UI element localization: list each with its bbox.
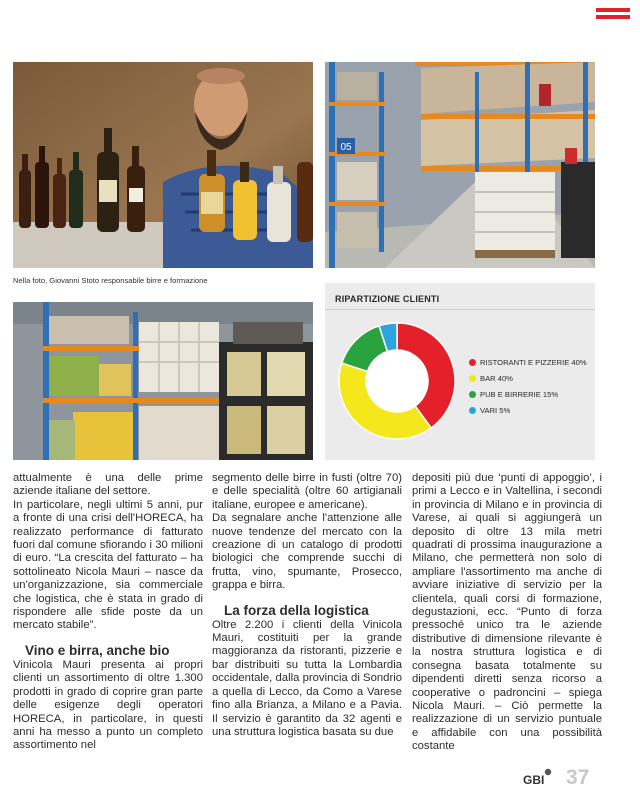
header-stripes xyxy=(596,8,630,22)
paragraph: Da segnalare anche l'attenzione alle nuove tendenze del mercato con la creazione di un catalogo di prodotti biologici che comprende succhi di frutta, vino, spumante, Prosecco, grappa e birra. xyxy=(212,512,402,592)
legend-entry xyxy=(469,402,587,418)
legend-label: PUB E BIRRERIE 15% xyxy=(480,389,559,399)
article-column-1 xyxy=(13,472,203,753)
page-number: 37 xyxy=(566,766,590,789)
legend-entry xyxy=(469,370,587,386)
legend-entry xyxy=(469,354,587,370)
article-column-2 xyxy=(212,472,402,739)
paragraph: Oltre 2.200 i clienti della Vinicola Mauri, costituiti per la grande maggioranza da ristoranti, pizzerie e bar distribuiti su tutta la Lombardia occidentale, dalla provincia di Sondrio a quella di Lecco, da Como a Varese fino alla Brianza, a Milano e a Pavia. Il servizio è garantito da 32 agenti e una struttura logistica basata su due xyxy=(212,618,402,738)
photo-beer-manager xyxy=(13,62,313,268)
gbi-logo xyxy=(523,768,553,788)
legend-swatch xyxy=(469,391,476,398)
legend-swatch xyxy=(469,375,476,382)
legend-entry xyxy=(469,386,587,402)
photo-warehouse-aisle xyxy=(325,62,595,268)
photo-wine-shelves xyxy=(13,302,313,460)
gbi-logo-text: GBI xyxy=(523,773,545,787)
legend-swatch xyxy=(469,407,476,414)
article-column-3 xyxy=(412,472,602,754)
donut-hole xyxy=(366,350,428,412)
paragraph: In particolare, negli ultimi 5 anni, pur a fronte di una crisi dell'HORECA, ha realizzato performance di fatturato fuori dal comune sfiorando i 30 milioni di euro. “La crescita del fatturato – ha sottolineato Nicola Mauri – nasce da un'organizzazione, sia commerciale che logistica, che è stata in grado di rispondere alle sfide poste da un mercato stabile”. xyxy=(13,498,203,632)
legend-label: VARI 5% xyxy=(480,405,511,415)
chart-title-divider xyxy=(325,309,595,310)
client-distribution-chart xyxy=(325,283,595,460)
chart-title: RIPARTIZIONE CLIENTI xyxy=(335,294,440,304)
photo-caption: Nella foto, Giovanni Stoto responsabile birre e formazione xyxy=(13,276,208,285)
chart-legend xyxy=(469,354,587,418)
paragraph: segmento delle birre in fusti (oltre 70) e delle specialità (oltre 60 artigianali italiane, europee e americane). xyxy=(212,472,402,511)
legend-label: BAR 40% xyxy=(480,373,513,383)
warehouse-aisle-sign: 05 xyxy=(340,142,352,153)
paragraph: attualmente è una delle prime aziende italiane del settore. xyxy=(13,472,203,498)
section-heading: La forza della logistica xyxy=(224,602,369,618)
paragraph: Vinicola Mauri presenta ai propri clienti un assortimento di oltre 1.300 prodotti in grado di coprire gran parte delle esigenze degli operatori HORECA, in particolare, in questi anni ha messo a punto un completo assortimento nel xyxy=(13,658,203,752)
legend-swatch xyxy=(469,359,476,366)
paragraph: depositi più due ‘punti di appoggio’, i primi a Lecco e in Valtellina, i secondi in provincia di Milano e in provincia di Varese, ai quali si aggiungerà un deposito di oltre 13 mila metri quadrati di prossima inaugurazione a Milano, che permetterà non solo di ampliare l'assortimento ma anche di avviare iniziative di servizio per la clientela, quali corsi di formazione, degustazioni, ecc. “Punto di forza pressoché unico tra le aziende distributive di dimensione rilevante è la nostra struttura logistica e di consegna basata totalmente su dipendenti diretti senza ricorso a cooperative o padroncini – spiega Nicola Mauri. – Ciò permette la realizzazione di un servizio puntuale e affidabile con una possibilità costante xyxy=(412,472,602,753)
donut-chart xyxy=(335,319,459,443)
legend-label: RISTORANTI E PIZZERIE 40% xyxy=(480,357,587,367)
section-heading: Vino e birra, anche bio xyxy=(25,642,170,658)
